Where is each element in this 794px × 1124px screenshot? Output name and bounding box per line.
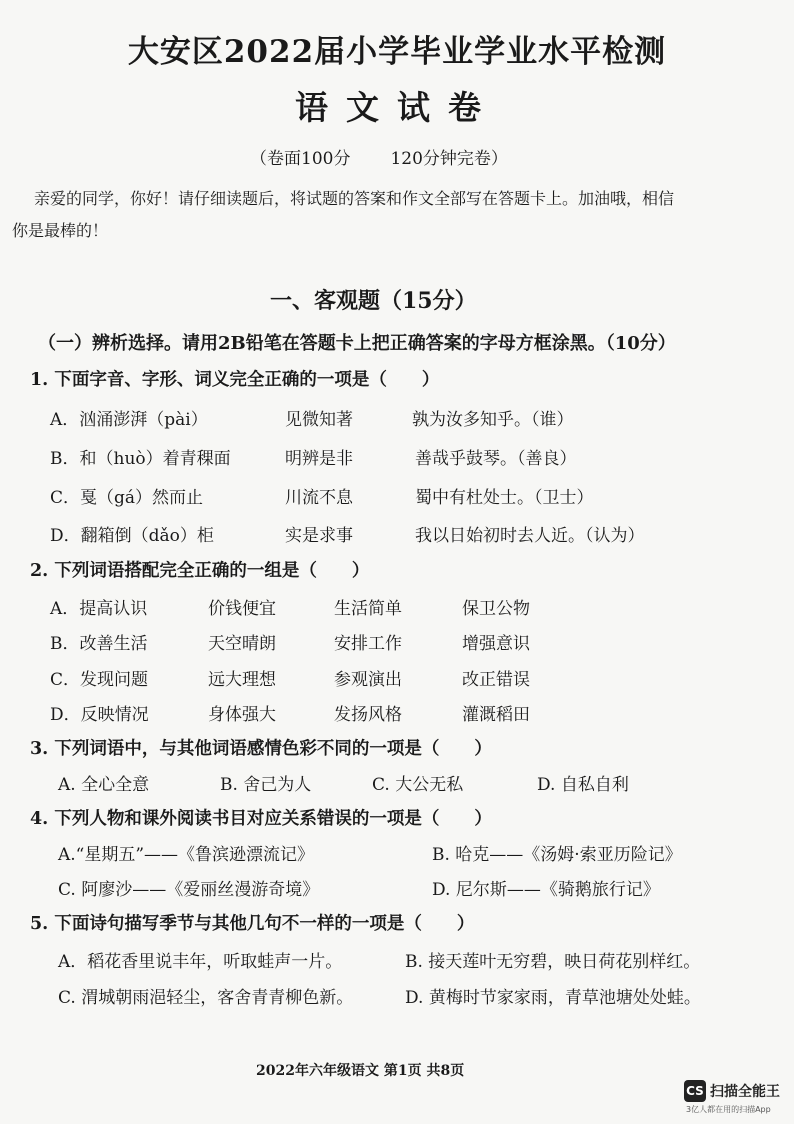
q5-option-c: C. 渭城朝雨浥轻尘，客舍青青柳色新。 [58, 988, 354, 1008]
q1d-col3: 我以日始初时去人近。（认为） [415, 526, 645, 546]
q1c-col1: C．戛（gá）然而止 [50, 488, 204, 508]
q1b-col1: B．和（huò）着青稞面 [50, 449, 231, 469]
question-2-stem: 2. 下列词语搭配完全正确的一组是（ ） [30, 561, 370, 581]
q1d-col1: D．翻箱倒（dǎo）柜 [50, 526, 214, 546]
intro-line-1: 亲爱的同学，你好！请仔细读题后，将试题的答案和作文全部写在答题卡上。加油哦，相信 [34, 189, 675, 208]
q5-option-b: B. 接天莲叶无穷碧，映日荷花别样红。 [405, 952, 701, 972]
score-note: （卷面100分 [250, 149, 351, 169]
page-footer: 2022年六年级语文 第1页 共8页 [256, 1063, 465, 1079]
q2c-col2: 远大理想 [208, 670, 276, 690]
q2a-col3: 生活简单 [334, 599, 402, 619]
exam-subject: 语文试卷 [295, 88, 499, 127]
q5-option-a: A．稻花香里说丰年，听取蛙声一片。 [58, 952, 343, 972]
q1a-col2: 见微知著 [285, 410, 353, 430]
question-5-stem: 5. 下面诗句描写季节与其他几句不一样的一项是（ ） [30, 914, 475, 934]
q1d-col2: 实是求事 [285, 526, 353, 546]
q3-option-d: D. 自私自利 [537, 775, 629, 795]
part-instruction: （一）辨析选择。请用2B铅笔在答题卡上把正确答案的字母方框涂黑。（10分） [38, 333, 676, 354]
q2c-col3: 参观演出 [334, 670, 402, 690]
question-1-stem: 1. 下面字音、字形、词义完全正确的一项是（ ） [30, 370, 440, 390]
q3-option-c: C. 大公无私 [372, 775, 464, 795]
question-4-stem: 4. 下列人物和课外阅读书目对应关系错误的一项是（ ） [30, 809, 492, 829]
exam-title: 大安区2022届小学毕业学业水平检测 [127, 34, 667, 70]
q3-option-a: A. 全心全意 [58, 775, 150, 795]
q1a-col1: A．汹涌澎湃（pài） [50, 410, 208, 430]
camscanner-logo-icon: CS [684, 1080, 706, 1102]
q2d-col4: 灌溉稻田 [462, 705, 530, 725]
q2d-col1: D．反映情况 [50, 705, 149, 725]
q2a-col4: 保卫公物 [462, 599, 530, 619]
time-note: 120分钟完卷） [390, 149, 508, 169]
q2b-col4: 增强意识 [462, 634, 530, 654]
section-heading: 一、客观题（15分） [270, 288, 477, 314]
q1c-col3: 蜀中有杜处士。（卫士） [415, 488, 594, 508]
q4-option-b: B. 哈克——《汤姆·索亚历险记》 [432, 845, 682, 865]
q4-option-d: D. 尼尔斯——《骑鹅旅行记》 [432, 880, 660, 900]
q2b-col3: 安排工作 [334, 634, 402, 654]
q1b-col3: 善哉乎鼓琴。（善良） [415, 449, 577, 469]
q5-option-d: D. 黄梅时节家家雨，青草池塘处处蛙。 [405, 988, 701, 1008]
watermark-subtext: 3亿人都在用的扫描App [686, 1105, 771, 1114]
q4-option-a: A.“星期五”——《鲁滨逊漂流记》 [58, 845, 315, 865]
q3-option-b: B. 舍己为人 [220, 775, 312, 795]
q2a-col2: 价钱便宜 [208, 599, 276, 619]
q4-option-c: C. 阿廖沙——《爱丽丝漫游奇境》 [58, 880, 320, 900]
exam-subtitle [250, 144, 508, 169]
q2a-col1: A．提高认识 [50, 599, 148, 619]
q2b-col2: 天空晴朗 [208, 634, 276, 654]
q2c-col4: 改正错误 [462, 670, 530, 690]
scanner-watermark [684, 1080, 780, 1102]
q2c-col1: C．发现问题 [50, 670, 149, 690]
q2d-col2: 身体强大 [208, 705, 276, 725]
q1a-col3: 孰为汝多知乎。（谁） [412, 410, 574, 430]
q2b-col1: B．改善生活 [50, 634, 148, 654]
q2d-col3: 发扬风格 [334, 705, 402, 725]
q1b-col2: 明辨是非 [285, 449, 353, 469]
watermark-brand: 扫描全能王 [710, 1084, 780, 1100]
question-3-stem: 3. 下列词语中，与其他词语感情色彩不同的一项是（ ） [30, 739, 492, 759]
q1c-col2: 川流不息 [285, 488, 353, 508]
intro-line-2: 你是最棒的！ [12, 221, 109, 240]
